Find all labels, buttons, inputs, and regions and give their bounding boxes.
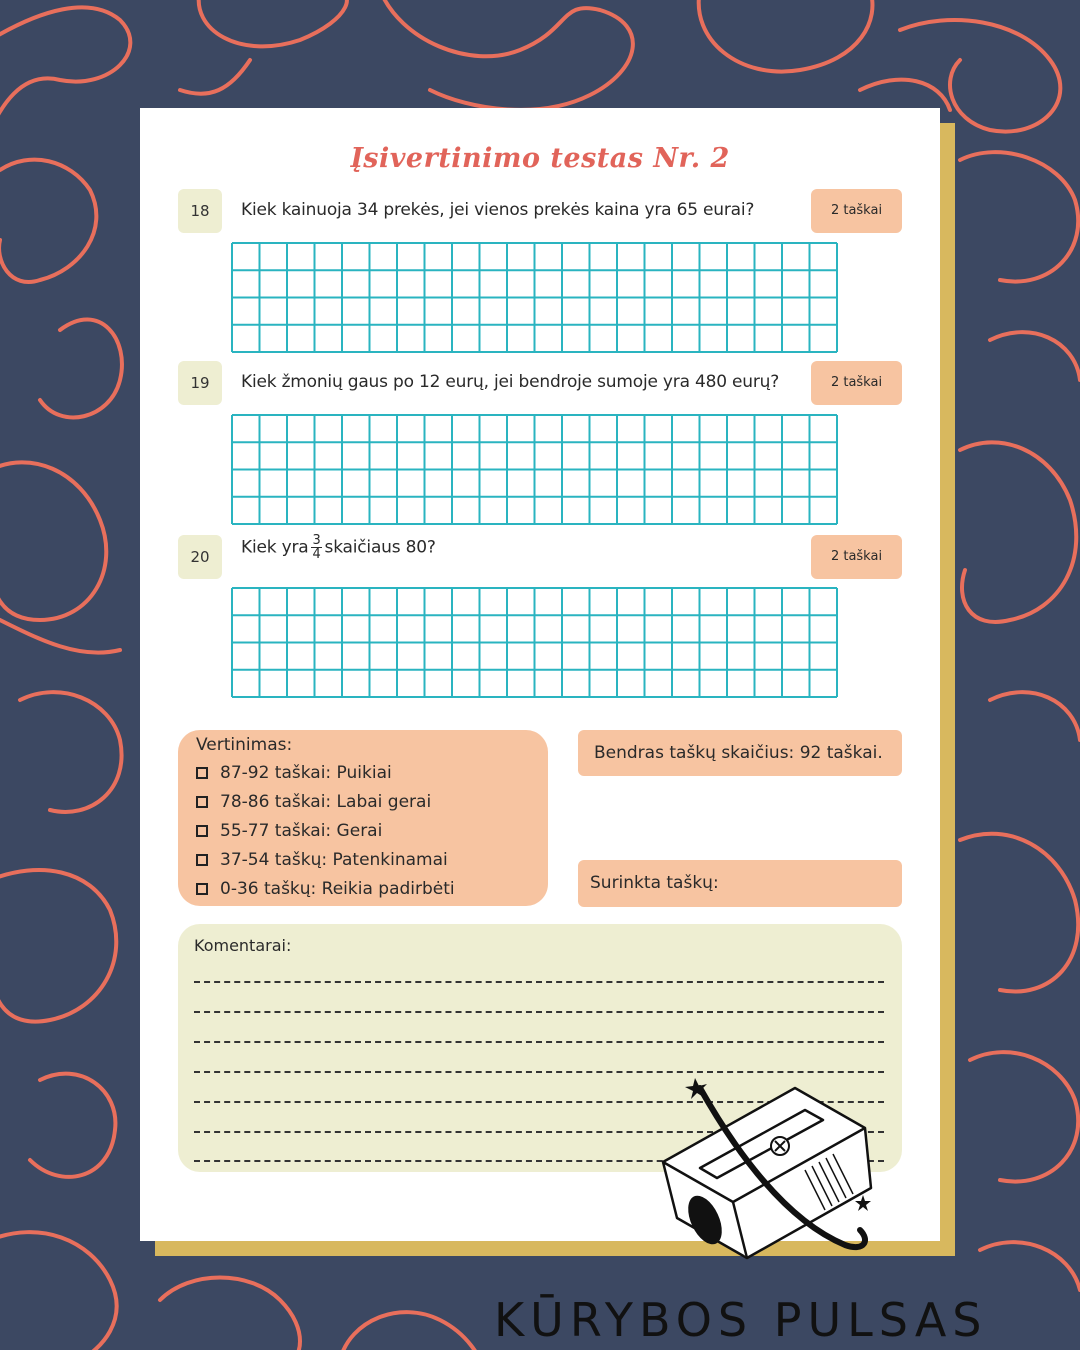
- evaluation-item: [196, 879, 455, 899]
- checkbox[interactable]: [196, 883, 208, 895]
- evaluation-item-label: 78-86 taškai: Labai gerai: [220, 792, 432, 812]
- question-text: [241, 534, 436, 561]
- evaluation-item-label: 37-54 taškų: Patenkinamai: [220, 850, 448, 870]
- answer-grid[interactable]: [231, 414, 838, 525]
- evaluation-item-label: 87-92 taškai: Puikiai: [220, 763, 392, 783]
- evaluation-item: [196, 763, 392, 783]
- points-badge: 2 taškai: [811, 535, 902, 579]
- comment-line[interactable]: [194, 1041, 884, 1043]
- evaluation-title: Vertinimas:: [196, 735, 293, 755]
- answer-grid[interactable]: [231, 587, 838, 698]
- comment-line[interactable]: [194, 1011, 884, 1013]
- fraction: [311, 534, 321, 561]
- evaluation-item-label: 55-77 taškai: Gerai: [220, 821, 383, 841]
- fraction-denominator: 4: [312, 547, 321, 562]
- pencil-sharpener-icon: [655, 1070, 880, 1285]
- evaluation-item: [196, 821, 382, 841]
- page-title: Įsivertinimo testas Nr. 2: [350, 143, 730, 174]
- evaluation-item: [196, 792, 431, 812]
- question-text-before: Kiek yra: [241, 537, 309, 558]
- comment-line[interactable]: [194, 981, 884, 983]
- checkbox[interactable]: [196, 854, 208, 866]
- evaluation-item-label: 0-36 taškų: Reikia padirbėti: [220, 879, 455, 899]
- question-text: Kiek žmonių gaus po 12 eurų, jei bendroje sumoje yra 480 eurų?: [241, 372, 780, 392]
- evaluation-item: [196, 850, 448, 870]
- answer-grid[interactable]: [231, 242, 838, 353]
- collected-points-field[interactable]: Surinkta taškų:: [578, 860, 902, 907]
- checkbox[interactable]: [196, 825, 208, 837]
- fraction-numerator: 3: [312, 533, 321, 548]
- question-number: 20: [178, 535, 222, 579]
- total-points-label: Bendras taškų skaičius: 92 taškai.: [578, 730, 902, 776]
- question-number: 19: [178, 361, 222, 405]
- checkbox[interactable]: [196, 796, 208, 808]
- points-badge: 2 taškai: [811, 189, 902, 233]
- brand-logo-text: KŪRYBOS PULSAS: [494, 1293, 988, 1347]
- question-number: 18: [178, 189, 222, 233]
- question-text: Kiek kainuoja 34 prekės, jei vienos prekės kaina yra 65 eurai?: [241, 200, 755, 220]
- checkbox[interactable]: [196, 767, 208, 779]
- comments-title: Komentarai:: [194, 936, 292, 955]
- points-badge: 2 taškai: [811, 361, 902, 405]
- question-text-after: skaičiaus 80?: [324, 537, 436, 558]
